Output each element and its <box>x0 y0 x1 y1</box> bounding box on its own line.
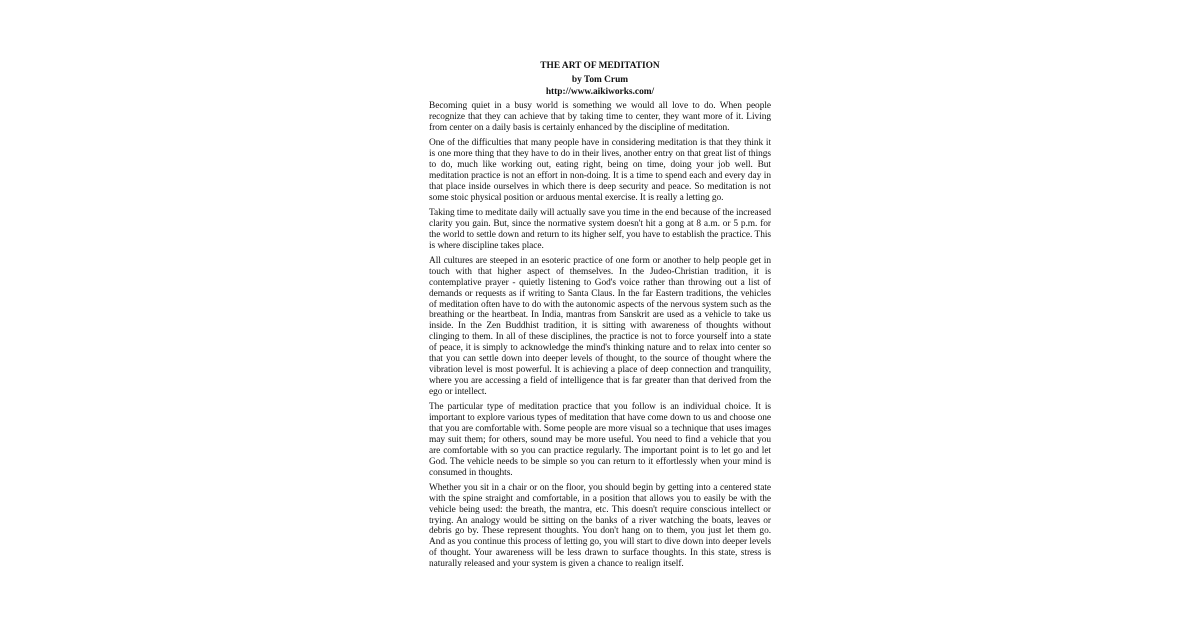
paragraph-2: One of the difficulties that many people have in considering meditation is that they think it is one more thing that they have to do in their lives, another entry on that great list of things to do, much like working out, eating right, being on time, doing your job well. But meditation practice is not an effort in non-doing. It is a time to spend each and every day in that place inside ourselves in which there is deep security and peace. So meditation is not some stoic physical position or arduous mental exercise. It is really a letting go. <box>429 138 771 203</box>
paragraph-1: Becoming quiet in a busy world is something we would all love to do. When people recognize that they can achieve that by taking time to center, they want more of it. Living from center on a daily basis is certainly enhanced by the discipline of meditation. <box>429 101 771 133</box>
document-page <box>429 60 771 575</box>
author-byline: by Tom Crum <box>571 75 629 85</box>
paragraph-5: The particular type of meditation practice that you follow is an individual choice. It is important to explore various types of meditation that have come down to us and choose one that you are comfortable with. Some people are more visual so a technique that uses images may suit them; for others, sound may be more useful. You need to find a vehicle that you are comfortable with so you can practice regularly. The important point is to let go and let God. The vehicle needs to be simple so you can return to it effortlessly when your mind is consumed in thoughts. <box>429 402 771 478</box>
paragraph-4: All cultures are steeped in an esoteric practice of one form or another to help people get in touch with that higher aspect of themselves. In the Judeo-Christian tradition, it is contemplative prayer - quietly listening to God's voice rather than throwing out a list of demands or requests as if writing to Santa Claus. In the far Eastern traditions, the vehicles of meditation often have to do with the autonomic aspects of the nervous system such as the breathing or the heartbeat. In India, mantras from Sanskrit are used as a vehicle to take us inside. In the Zen Buddhist tradition, it is sitting with awareness of thoughts without clinging to them. In all of these disciplines, the practice is not to force yourself into a state of peace, it is simply to acknowledge the mind's thinking nature and to relax into center so that you can settle down into deeper levels of thought, to the source of thought where the vibration level is most powerful. It is achieving a place of deep connection and tranquility, where you are accessing a field of intelligence that is far greater than that derived from the ego or intellect. <box>429 255 771 397</box>
paragraph-3: Taking time to meditate daily will actually save you time in the end because of the increased clarity you gain. But, since the normative system doesn't hit a gong at 8 a.m. or 5 p.m. for the world to settle down and return to its higher self, you have to establish the practice. This is where discipline takes place. <box>429 207 771 251</box>
source-url: http://www.aikiworks.com/ <box>545 86 655 97</box>
paragraph-6: Whether you sit in a chair or on the floor, you should begin by getting into a centered state with the spine straight and comfortable, in a position that allows you to easily be with the vehicle being used: the breath, the mantra, etc. This doesn't require conscious intellect or trying. An analogy would be sitting on the banks of a river watching the boats, leaves or debris go by. These represent thoughts. You don't hang on to them, you just let them go. And as you continue this process of letting go, you will start to dive down into deeper levels of thought. Your awareness will be less drawn to surface thoughts. In this state, stress is naturally released and your system is given a chance to realign itself. <box>429 482 771 570</box>
document-title: THE ART OF MEDITATION <box>540 61 660 71</box>
